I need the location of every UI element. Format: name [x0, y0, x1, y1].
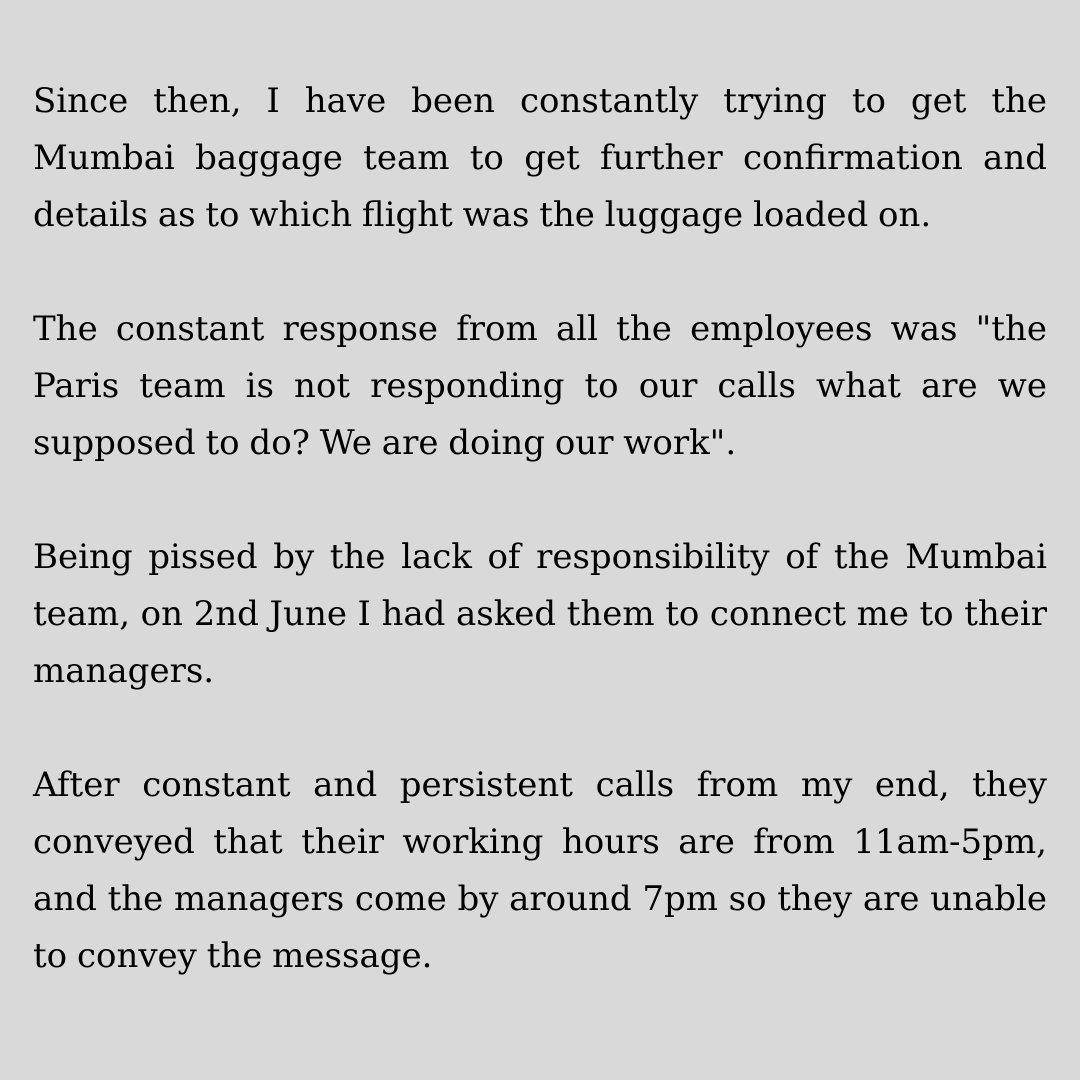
paragraph-manager-request: Being pissed by the lack of responsibility of the Mumbai team, on 2nd June I had asked them to connect me to their managers. — [33, 537, 1047, 691]
paragraph-employee-response: The constant response from all the employees was "the Paris team is not responding to our calls what are we supposed to do? We are doing our work". — [33, 309, 1047, 463]
paragraph-baggage-confirmation: Since then, I have been constantly trying to get the Mumbai baggage team to get further confirmation and details as to which flight was the luggage loaded on. — [33, 81, 1047, 235]
document-body — [33, 73, 1047, 985]
paragraph-working-hours: After constant and persistent calls from my end, they conveyed that their working hours are from 11am-5pm, and the managers come by around 7pm so they are unable to convey the message. — [33, 765, 1047, 976]
